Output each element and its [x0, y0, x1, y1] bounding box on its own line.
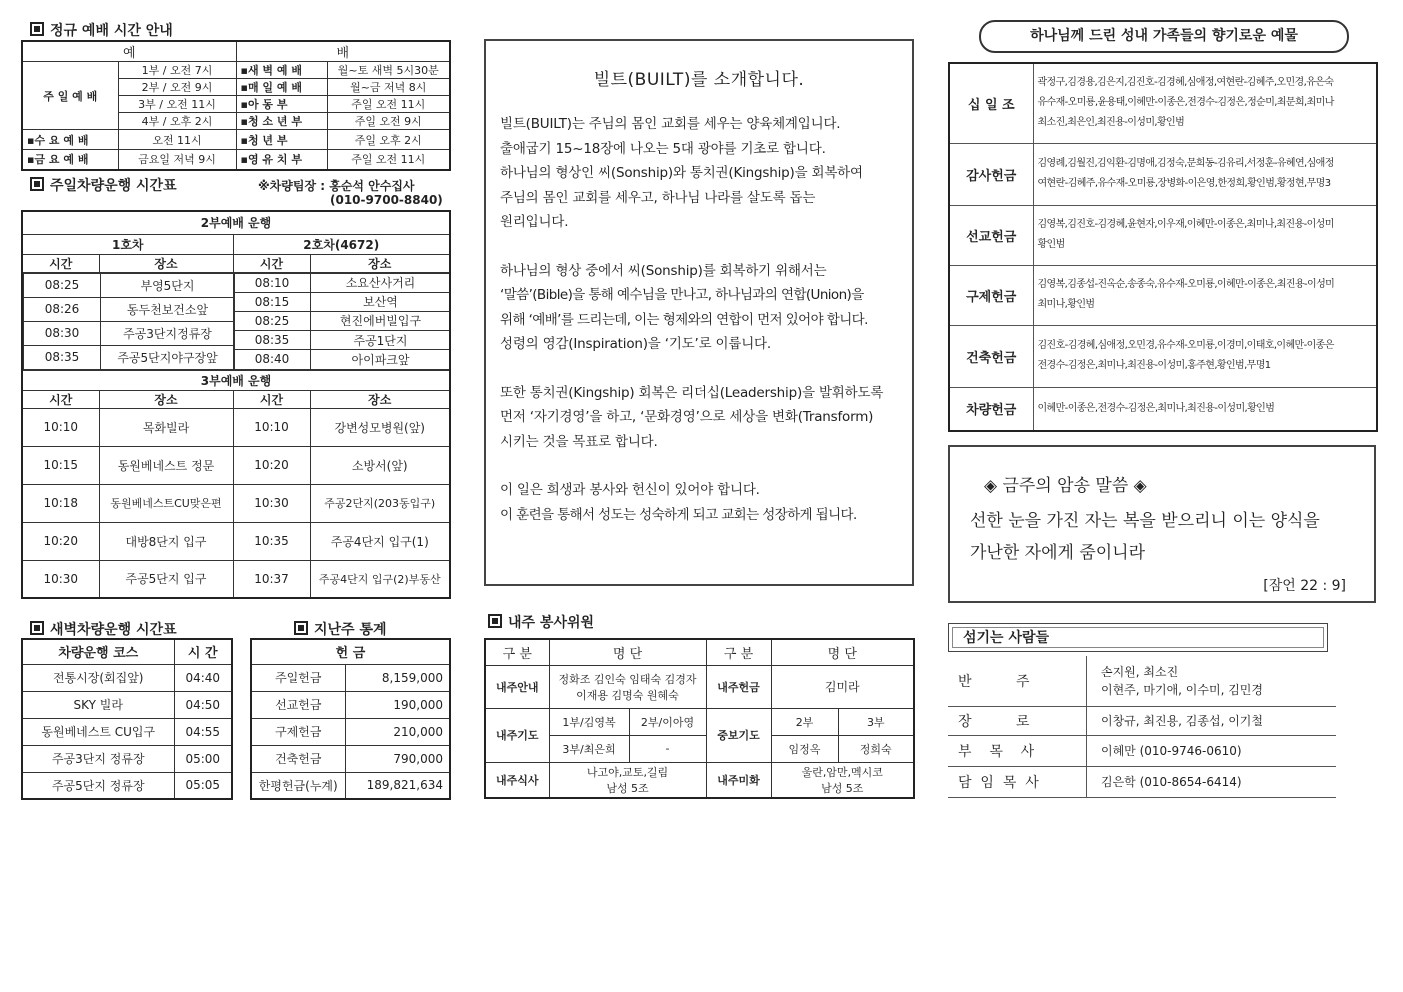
server-names: 이혜만 (010-9746-0610): [1086, 736, 1242, 766]
servants-table: [484, 638, 915, 799]
col-names: 명 단: [771, 639, 914, 665]
server-role: 장 로: [958, 714, 1030, 730]
friday-worship-time: 금요일 저녁 9시: [118, 150, 236, 170]
table-row: [22, 718, 232, 745]
offering-label: 선교헌금: [949, 205, 1033, 265]
stat-label: 구제헌금: [251, 718, 345, 745]
bus-stop: 동원베네스트CU맞은편: [99, 484, 233, 522]
bus-stop: 아이파크앞: [311, 350, 451, 369]
bus-time: 08:35: [234, 331, 311, 350]
server-role: 부 목 사: [958, 744, 1035, 760]
bus-time: 10:30: [233, 484, 310, 522]
worship-head-2: 배: [236, 41, 450, 62]
built-intro-box: [484, 39, 914, 586]
prayer-label: 내주기도: [485, 708, 549, 762]
table-row: [251, 745, 450, 772]
built-body: [486, 112, 912, 527]
intercession-head-2: 2부: [771, 708, 838, 735]
wednesday-worship-time: 오전 11시: [118, 130, 236, 150]
square-bullet-icon: [30, 621, 44, 635]
service-time: 주일 오전 11시: [327, 96, 450, 113]
col-place: 장소: [310, 390, 450, 408]
offerings-title: 하나님께 드린 성내 가족들의 향기로운 예물: [979, 20, 1349, 53]
bus-time: 08:35: [24, 345, 101, 369]
bus-time: 10:30: [22, 560, 99, 598]
worship-head-1: 예: [22, 41, 236, 62]
bus-stop: 주공5단지 정류장: [22, 772, 174, 799]
memory-verse-text: 선한 눈을 가진 자는 복을 받으리니 이는 양식을 가난한 자에게 줌이니라: [970, 511, 1320, 563]
stats-head: 헌 금: [251, 639, 450, 664]
bus-time: 08:10: [234, 273, 311, 292]
bus-stop: 주공3단지정류장: [101, 321, 235, 345]
offering-label: 건축헌금: [949, 325, 1033, 387]
prayer-2: 2부/이아영: [629, 708, 706, 735]
service-name: ▪아 동 부: [236, 96, 327, 113]
square-bullet-icon: [30, 177, 44, 191]
built-paragraph-3: 또한 통치권(Kingship) 회복은 리더십(Leadership)을 발휘하도록 먼저 ‘자기경영’을 하고, ‘문화경영’으로 세상을 변화(Transform) 시키는 것을 목표로 합니다.: [500, 384, 884, 450]
sunday-service-2: 2부 / 오전 9시: [118, 79, 236, 96]
bus-manager: ※차량팀장 : 홍순석 안수집사: [258, 179, 415, 193]
bus-time: 10:20: [22, 522, 99, 560]
bus-stop: 대방8단지 입구: [99, 522, 233, 560]
offering-label: 십 일 조: [949, 63, 1033, 143]
stat-value: 189,821,634: [345, 772, 450, 799]
server-names: 김은학 (010-8654-6414): [1086, 767, 1242, 797]
table-row: [949, 205, 1377, 265]
car1-schedule: [22, 272, 233, 370]
meal-label: 내주식사: [485, 762, 549, 798]
built-paragraph-4: 이 일은 희생과 봉사와 헌신이 있어야 합니다. 이 훈련을 통해서 성도는 성숙하게 되고 교회는 성장하게 됩니다.: [500, 482, 857, 523]
car2-label: 2호차(4672): [233, 234, 450, 254]
bus-stop: 동두천보건소앞: [101, 297, 235, 321]
servers-title-box: [948, 623, 1328, 652]
guide-names: 정화조 김인숙 임태숙 김경자 이재용 김명숙 원혜숙: [549, 665, 706, 708]
youth-label: ▪청 년 부: [236, 130, 327, 150]
offering-label: 감사헌금: [949, 143, 1033, 205]
col-time: 시간: [22, 390, 99, 408]
bus-time: 08:40: [234, 350, 311, 369]
table-row: [22, 484, 450, 522]
service-name: ▪매 일 예 배: [236, 79, 327, 96]
stat-label: 주일헌금: [251, 664, 345, 691]
service-time: 월~금 저녁 8시: [327, 79, 450, 96]
stat-label: 건축헌금: [251, 745, 345, 772]
money-label: 내주헌금: [706, 665, 771, 708]
bus-stop: 목화빌라: [99, 408, 233, 446]
bus-stop: 소방서(앞): [310, 446, 450, 484]
sunday-worship-label: 주 일 예 배: [22, 62, 118, 130]
bus-stop: 현진에버빌입구: [311, 311, 451, 330]
prayer-1: 1부/김영복: [549, 708, 629, 735]
square-bullet-icon: [30, 22, 44, 36]
square-bullet-icon: [488, 614, 502, 628]
table-row: [949, 143, 1377, 205]
col-place: 장소: [99, 254, 233, 272]
col-time: 시간: [233, 254, 310, 272]
servers-list: [948, 656, 1336, 798]
memory-verse-box: [948, 445, 1376, 603]
bus-time: 04:40: [174, 664, 232, 691]
table-row: [22, 522, 450, 560]
offering-label: 구제헌금: [949, 265, 1033, 325]
memory-verse-title: ◈ 금주의 암송 말씀 ◈: [984, 476, 1147, 496]
service3-bus-title: 3부예배 운행: [22, 370, 450, 390]
intercession-name-2: 임정옥: [771, 735, 838, 762]
server-names: 이창규, 최진용, 김종섭, 이기철: [1086, 707, 1263, 735]
bus-time: 05:00: [174, 745, 232, 772]
col-course: 차량운행 코스: [22, 639, 174, 664]
table-row: [22, 560, 450, 598]
built-paragraph-1: 빌트(BUILT)는 주님의 몸인 교회를 세우는 양육체계입니다. 출애굽기 15~18장에 나오는 5대 광야를 기초로 합니다. 하나님의 형상인 씨(Sonship)와 통치권(Kingship)을 회복하여 주님의 몸인 교회를 세우고, 하나님 나라를 살도록 돕는 원리입니다.: [500, 116, 863, 230]
sunday-service-1: 1부 / 오전 7시: [118, 62, 236, 79]
built-title: 빌트(BUILT)를 소개합니다.: [593, 70, 805, 90]
stat-value: 210,000: [345, 718, 450, 745]
stats-section-title: 지난주 통계: [294, 619, 387, 639]
bus-time: 10:10: [22, 408, 99, 446]
bus-time: 10:20: [233, 446, 310, 484]
bus-stop: 주공1단지: [311, 331, 451, 350]
bus-stop: SKY 빌라: [22, 691, 174, 718]
bus-time: 08:25: [234, 311, 311, 330]
bus-stop: 주공2단지(203동입구): [310, 484, 450, 522]
stat-value: 8,159,000: [345, 664, 450, 691]
bus-stop: 동원베네스트 정문: [99, 446, 233, 484]
offerings-table: [948, 62, 1378, 432]
prayer-3: 3부/최은희: [549, 735, 629, 762]
bus-time: 10:10: [233, 408, 310, 446]
col-gubun: 구 분: [706, 639, 771, 665]
bus-time: 08:26: [24, 297, 101, 321]
prayer-4: -: [629, 735, 706, 762]
servants-section-title: 내주 봉사위원: [488, 612, 594, 632]
col-time: 시간: [22, 254, 99, 272]
stat-label: 선교헌금: [251, 691, 345, 718]
bus-stop: 전통시장(회집앞): [22, 664, 174, 691]
youth-time: 주일 오후 2시: [327, 130, 450, 150]
table-row: [251, 664, 450, 691]
meal-names: 나고야,교토,길림 남성 5조: [549, 762, 706, 798]
list-item: [948, 656, 1336, 707]
kindergarten-time: 주일 오전 11시: [327, 150, 450, 170]
dawn-bus-table: [21, 638, 233, 800]
service-name: ▪청 소 년 부: [236, 113, 327, 130]
dawn-bus-section-title: 새벽차량운행 시간표: [30, 619, 177, 639]
bus-time: 04:50: [174, 691, 232, 718]
worship-table: [21, 40, 451, 171]
table-row: [22, 745, 232, 772]
table-row: [949, 265, 1377, 325]
server-role: 담 임 목 사: [958, 775, 1039, 791]
bus-time: 04:55: [174, 718, 232, 745]
offering-names: 김영복,김진호-김경혜,윤현자,이우재,이혜만-이종은,최미나,최진용-이성미 황인범: [1033, 205, 1377, 265]
table-row: [949, 63, 1377, 143]
stat-value: 790,000: [345, 745, 450, 772]
list-item: [948, 736, 1336, 767]
service-time: 월~토 새벽 5시30분: [327, 62, 450, 79]
col-names: 명 단: [549, 639, 706, 665]
stat-value: 190,000: [345, 691, 450, 718]
col-gubun: 구 분: [485, 639, 549, 665]
beauty-names: 울란,암만,멕시코 남성 5조: [771, 762, 914, 798]
table-row: [22, 691, 232, 718]
bus-time: 10:15: [22, 446, 99, 484]
bus-stop: 주공4단지 입구(1): [310, 522, 450, 560]
col-place: 장소: [99, 390, 233, 408]
sunday-bus-table: [21, 210, 451, 599]
car2-schedule: [233, 272, 450, 370]
bus-time: 10:37: [233, 560, 310, 598]
servers-title: 섬기는 사람들: [952, 627, 1324, 648]
offering-names: 김진호-김경혜,심애정,오민경,유수재-오미룡,이경미,이태호,이혜만-이종은 전경수-김정은,최미나,최진용-이성미,홍주현,황인범,무명1: [1033, 325, 1377, 387]
beauty-label: 내주미화: [706, 762, 771, 798]
bus-time: 10:35: [233, 522, 310, 560]
bus-time: 08:30: [24, 321, 101, 345]
money-name: 김미라: [771, 665, 914, 708]
bus-stop: 주공5단지야구장앞: [101, 345, 235, 369]
bus-section-title: 주일차량운행 시간표: [30, 175, 177, 195]
table-row: [949, 387, 1377, 431]
col-time: 시 간: [174, 639, 232, 664]
offering-label: 차량헌금: [949, 387, 1033, 431]
wednesday-worship-label: ▪수 요 예 배: [22, 130, 118, 150]
car1-label: 1호차: [22, 234, 233, 254]
built-paragraph-2: 하나님의 형상 중에서 씨(Sonship)를 회복하기 위해서는 ‘말씀’(Bible)을 통해 예수님을 만나고, 하나님과의 연합(Union)을 위해 ‘예배’를 드리는데, 이는 형제와의 연합이 먼저 있어야 합니다. 성령의 영감(Inspiration)을 ‘기도’로 이룹니다.: [500, 262, 868, 352]
memory-verse-reference: [잠언 22 : 9]: [1263, 578, 1346, 594]
table-row: [251, 772, 450, 799]
bus-stop: 보산역: [311, 292, 451, 311]
offering-names: 김영례,김월진,김익환-김명애,김정숙,문희동-김유리,서정훈-유혜연,심애정 여현란-김혜주,유수재-오미룡,장병화-이은영,한정희,황인범,황정현,무명3: [1033, 143, 1377, 205]
stats-table: [250, 638, 451, 800]
offering-names: 곽정구,김경용,김은지,김진호-김경혜,심애정,여현란-김혜주,오민경,유은숙 유수재-오미룡,윤용태,이혜만-이종은,전경수-김정은,정순미,최문희,최미나 최소진,최은인,최진용-이성미,황인범: [1033, 63, 1377, 143]
table-row: [251, 691, 450, 718]
offering-names: 이혜만-이종은,전경수-김정은,최미나,최진용-이성미,황인범: [1033, 387, 1377, 431]
offering-names: 김영복,김종섭-진옥순,송종숙,유수재-오미룡,이혜만-이종은,최진용-이성미 최미나,황인범: [1033, 265, 1377, 325]
stat-label: 한평헌금(누계): [251, 772, 345, 799]
square-bullet-icon: [294, 621, 308, 635]
friday-worship-label: ▪금 요 예 배: [22, 150, 118, 170]
table-row: [22, 446, 450, 484]
bus-manager-phone: (010-9700-8840): [330, 193, 443, 207]
intercession-label: 중보기도: [706, 708, 771, 762]
kindergarten-label: ▪영 유 치 부: [236, 150, 327, 170]
col-time: 시간: [233, 390, 310, 408]
bus-time: 10:18: [22, 484, 99, 522]
table-row: [251, 718, 450, 745]
service-time: 주일 오전 9시: [327, 113, 450, 130]
bus-stop: 동원베네스트 CU입구: [22, 718, 174, 745]
sunday-service-4: 4부 / 오후 2시: [118, 113, 236, 130]
worship-section-title: 정규 예배 시간 안내: [30, 20, 173, 40]
bus-stop: 소요산사거리: [311, 273, 451, 292]
table-row: [22, 772, 232, 799]
bus-time: 05:05: [174, 772, 232, 799]
bus-stop: 주공3단지 정류장: [22, 745, 174, 772]
table-row: [22, 664, 232, 691]
table-row: [949, 325, 1377, 387]
service-name: ▪새 벽 예 배: [236, 62, 327, 79]
bus-stop: 주공4단지 입구(2)부동산: [310, 560, 450, 598]
col-place: 장소: [310, 254, 450, 272]
bus-time: 08:15: [234, 292, 311, 311]
server-role: 반 주: [958, 674, 1030, 690]
bus-time: 08:25: [24, 273, 101, 297]
list-item: [948, 767, 1336, 798]
list-item: [948, 707, 1336, 736]
guide-label: 내주안내: [485, 665, 549, 708]
service2-bus-title: 2부예배 운행: [22, 211, 450, 234]
bus-stop: 강변성모병원(앞): [310, 408, 450, 446]
bus-stop: 주공5단지 입구: [99, 560, 233, 598]
sunday-service-3: 3부 / 오전 11시: [118, 96, 236, 113]
bus-stop: 부영5단지: [101, 273, 235, 297]
table-row: [22, 408, 450, 446]
intercession-name-3: 정희숙: [838, 735, 914, 762]
intercession-head-3: 3부: [838, 708, 914, 735]
server-names: 손지원, 최소진 이현주, 마기애, 이수미, 김민경: [1086, 656, 1263, 706]
